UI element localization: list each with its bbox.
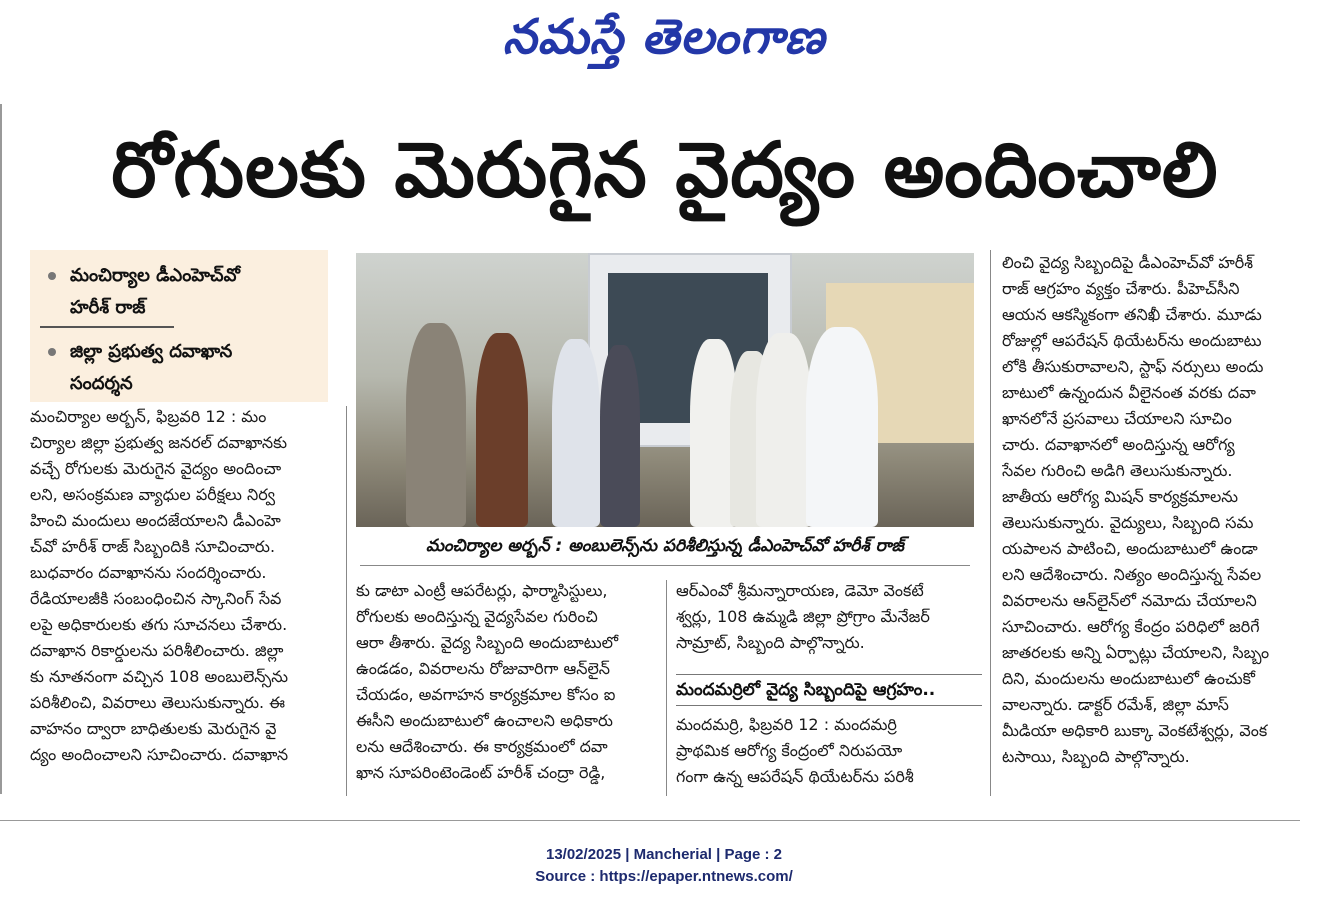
article-line: గంగా ఉన్న ఆపరేషన్ థియేటర్‌ను పరిశీ xyxy=(676,767,914,786)
article-line: లని, అసంక్రమణ వ్యాధుల పరీక్షలు నిర్వ xyxy=(30,485,276,504)
article-line: ఆయన ఆకస్మికంగా తనిఖీ చేశారు. మూడు xyxy=(1002,305,1262,324)
article-line: ఖాన సూపరింటెండెంట్ హరీశ్ చంద్రా రెడ్డి, xyxy=(356,763,606,782)
subheading: మందమర్రిలో వైద్య సిబ్బందిపై ఆగ్రహం.. xyxy=(676,674,982,706)
article-line: రోగులకు అందిస్తున్న వైద్యసేవల గురించి xyxy=(356,607,598,626)
article-line: చారు. దవాఖానలో అందిస్తున్న ఆరోగ్య xyxy=(1002,435,1235,454)
masthead-logo: నమస్తే తెలంగాణ xyxy=(502,9,826,65)
person-figure xyxy=(476,333,528,527)
headline: రోగులకు మెరుగైన వైద్యం అందించాలి xyxy=(111,125,1219,214)
column-rule xyxy=(346,406,347,796)
article-line: వచ్చే రోగులకు మెరుగైన వైద్యం అందించా xyxy=(30,459,282,478)
article-line: శ్వర్లు, 108 ఉమ్మడి జిల్లా ప్రోగ్రాం మేనేజర్ xyxy=(676,607,930,626)
highlight-line: జిల్లా ప్రభుత్వ దవాఖాన xyxy=(70,341,233,362)
article-line: రేడియాలజీకి సంబంధించిన స్కానింగ్ సేవ xyxy=(30,589,282,608)
article-line: కు నూతనంగా వచ్చిన 108 అంబులెన్స్‌ను xyxy=(30,667,289,686)
highlight-divider xyxy=(40,326,174,328)
person-figure xyxy=(756,333,812,527)
article-line: సూచించారు. ఆరోగ్య కేంద్రం పరిధిలో జరిగే xyxy=(1002,617,1260,636)
highlight-line: మంచిర్యాల డీఎంహెచ్‌వో xyxy=(70,265,240,286)
article-line: చిర్యాల జిల్లా ప్రభుత్వ జనరల్ దవాఖానకు xyxy=(30,433,288,452)
article-column-4 xyxy=(1002,250,1308,780)
article-line: వాహనం ద్వారా బాధితులకు మెరుగైన వై xyxy=(30,719,277,738)
article-line: కు డాటా ఎంట్రీ ఆపరేటర్లు, ఫార్మాసిస్టులు, xyxy=(356,581,608,600)
article-column-3-top xyxy=(676,578,982,668)
article-line: జాతరలకు అన్ని ఏర్పాట్లు చేయాలని, సిబ్బం xyxy=(1002,643,1270,662)
footer-date-line: 13/02/2025 | Mancherial | Page : 2 xyxy=(545,846,783,863)
article-line: వాలన్నారు. డాక్టర్ రమేశ్, జిల్లా మాస్ xyxy=(1002,695,1229,714)
article-line: లను ఆదేశించారు. ఈ కార్యక్రమంలో దవా xyxy=(356,737,608,756)
article-line: ఆరా తీశారు. వైద్య సిబ్బంది అందుబాటులో xyxy=(356,633,619,652)
article-line: లపై అధికారులకు తగు సూచనలు చేశారు. xyxy=(30,615,288,634)
article-line: దవాఖాన రికార్డులను పరిశీలించారు. జిల్లా xyxy=(30,641,284,660)
footer-source-line: Source : https://epaper.ntnews.com/ xyxy=(535,868,793,885)
article-line: లించి వైద్య సిబ్బందిపై డీఎంహెచ్‌వో హరీశ్ xyxy=(1002,253,1254,272)
article-line: రాజ్ ఆగ్రహం వ్యక్తం చేశారు. పీహెచ్‌సీని xyxy=(1002,279,1240,298)
article-line: మంచిర్యాల అర్బన్, ఫిబ్రవరి 12 : మం xyxy=(30,407,267,426)
article-line: ఈసీని అందుబాటులో ఉంచాలని అధికారు xyxy=(356,711,613,730)
column-rule xyxy=(990,250,991,796)
article-line: ద్యం అందించాలని సూచించారు. దవాఖాన xyxy=(30,745,289,764)
article-line: ఉండడం, వివరాలను రోజువారిగా ఆన్‌లైన్ xyxy=(356,659,611,678)
article-line: బుధవారం దవాఖానను సందర్శించారు. xyxy=(30,563,267,582)
left-border-rule xyxy=(0,104,2,794)
article-line: వివరాలను ఆన్‌లైన్‌లో నమోదు చేయాలని xyxy=(1002,591,1257,610)
article-column-1 xyxy=(30,404,340,799)
article-line: బాటులో ఉన్నందున వీలైనంత వరకు దవా xyxy=(1002,383,1256,402)
article-line: ఆర్‌ఎంవో శ్రీమన్నారాయణ, డెమో వెంకటే xyxy=(676,581,924,600)
article-line: టసాయి, సిబ్బంది పాల్గొన్నారు. xyxy=(1002,747,1190,766)
article-line: లని ఆదేశించారు. నిత్యం అందిస్తున్న సేవల xyxy=(1002,565,1262,584)
photo-caption: మంచిర్యాల అర్బన్ : అంబులెన్స్‌ను పరిశీలిస్తున్న డీఎంహెచ్‌వో హరీశ్ రాజ్ xyxy=(360,531,970,566)
article-column-2 xyxy=(356,578,662,798)
article-line: లోకి తీసుకురావాలని, స్టాఫ్ నర్సులు అందు xyxy=(1002,357,1264,376)
article-line: రోజుల్లో ఆపరేషన్ థియేటర్‌ను అందుబాటు xyxy=(1002,331,1262,350)
masthead xyxy=(0,0,1328,86)
article-line: సేవల గురించి అడిగి తెలుసుకున్నారు. xyxy=(1002,461,1233,480)
article-line: దిని, మందులను అందుబాటులో ఉంచుకో xyxy=(1002,669,1256,688)
person-figure xyxy=(406,323,466,527)
article-line: మందమర్రి, ఫిబ్రవరి 12 : మందమర్రి xyxy=(676,715,897,734)
highlight-line: సందర్శన xyxy=(70,373,133,394)
news-photo xyxy=(356,253,974,527)
column-rule xyxy=(666,580,667,796)
highlight-line: హరీశ్ రాజ్ xyxy=(70,297,146,318)
article-line: పరిశీలించి, వివరాలు తెలుసుకున్నారు. ఈ xyxy=(30,693,286,712)
article-line: ప్రాథమిక ఆరోగ్య కేంద్రంలో నిరుపయో xyxy=(676,741,903,760)
person-figure xyxy=(600,345,640,527)
bullet-icon xyxy=(48,272,56,280)
person-figure xyxy=(552,339,600,527)
article-line: సామ్రాట్, సిబ్బంది పాల్గొన్నారు. xyxy=(676,633,865,652)
article-line: తెలుసుకున్నారు. వైద్యులు, సిబ్బంది సమ xyxy=(1002,513,1254,532)
article-column-3-bottom xyxy=(676,712,982,796)
article-line: చ్‌వో హరీశ్ రాజ్ సిబ్బందికి సూచించారు. xyxy=(30,537,276,556)
person-figure xyxy=(806,327,878,527)
article-line: హించి మందులు అందజేయాలని డీఎంహె xyxy=(30,511,281,530)
article-line: ఖానలోనే ప్రసవాలు చేయాలని సూచిం xyxy=(1002,409,1232,428)
article-line: జాతీయ ఆరోగ్య మిషన్ కార్యక్రమాలను xyxy=(1002,487,1239,506)
article-line: చేయడం, అవగాహన కార్యక్రమాల కోసం ఐ xyxy=(356,685,616,704)
bottom-divider xyxy=(0,820,1300,821)
article-line: యపాలన పాటించి, అందుబాటులో ఉండా xyxy=(1002,539,1258,558)
article-line: మీడియా అధికారి బుక్కా వెంకటేశ్వర్లు, వెంక xyxy=(1002,721,1268,740)
bullet-icon xyxy=(48,348,56,356)
